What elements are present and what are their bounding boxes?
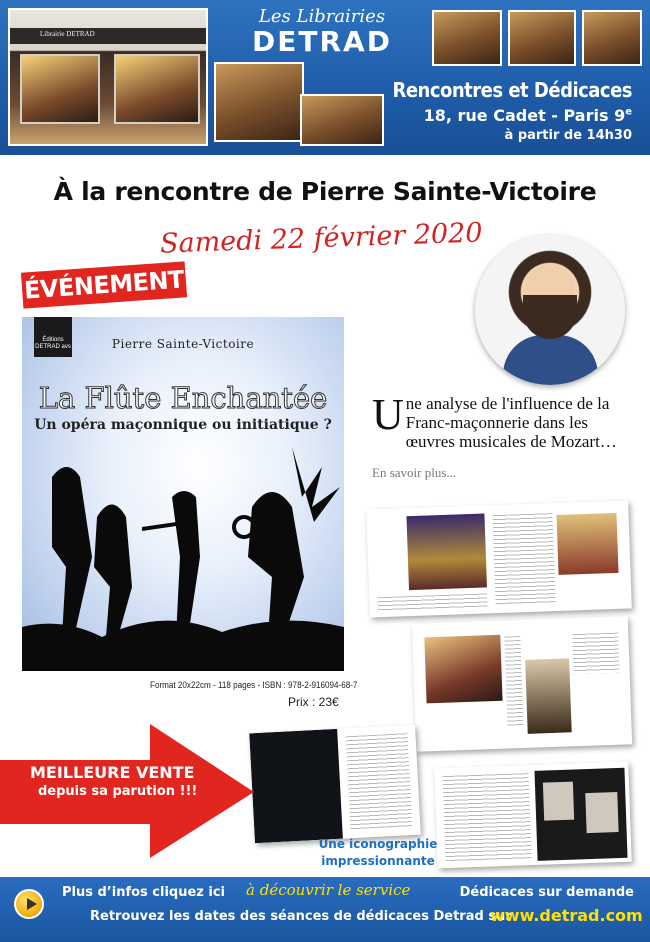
book-spread-2: [412, 616, 632, 751]
bestseller-subtitle: depuis sa parution !!!: [38, 784, 198, 799]
event-type: Rencontres et Dédicaces: [392, 78, 632, 102]
footer-banner: [0, 877, 650, 942]
silhouette-illustration: [22, 437, 344, 671]
brand-line1: Les Librairies: [258, 6, 386, 27]
event-date: Samedi 22 février 2020: [159, 217, 484, 260]
author-photo: [475, 235, 625, 385]
book-meta: Format 20x22cm - 118 pages - ISBN : 978-2-916094-68-7: [150, 680, 358, 690]
event-time: à partir de 14h30: [504, 128, 632, 143]
more-link[interactable]: En savoir plus...: [372, 465, 457, 480]
address-suffix: e: [625, 106, 632, 118]
dates-text: Retrouvez les dates des séances de dédicaces Detrad sur: [90, 909, 512, 924]
book-spread-1: [366, 500, 632, 617]
book-author: Pierre Sainte-Victoire: [111, 337, 255, 351]
brand-line2: DETRAD: [252, 25, 392, 58]
discover-service: à découvrir le service: [246, 881, 411, 899]
book-spread-3: [249, 725, 421, 844]
storefront-sign: Librairie DETRAD: [40, 30, 95, 38]
store-photo: [432, 10, 502, 66]
bookstore-photo: [8, 8, 208, 146]
website-link[interactable]: www.detrad.com: [490, 906, 643, 925]
address-text: 18, rue Cadet - Paris 9: [423, 106, 626, 125]
book-spread-4: [434, 762, 631, 869]
event-address: [424, 106, 632, 125]
play-icon[interactable]: [14, 889, 44, 919]
main-content: [0, 155, 650, 877]
book-price: Prix : 23€: [288, 695, 339, 709]
page-title: À la rencontre de Pierre Sainte-Victoire: [53, 177, 597, 206]
store-photo: [582, 10, 642, 66]
iconography-caption: Une iconographie impressionnante: [318, 837, 438, 868]
publisher-logo: Éditions DETRAD avs: [34, 317, 72, 357]
more-info-link[interactable]: Plus d’infos cliquez ici: [62, 885, 226, 900]
store-photo: [300, 94, 384, 146]
bestseller-title: MEILLEURE VENTE: [30, 763, 195, 782]
book-cover[interactable]: [22, 317, 344, 671]
book-subtitle: Un opéra maçonnique ou initiatique ?: [34, 417, 332, 433]
dedicace-on-demand: Dédicaces sur demande: [459, 885, 634, 900]
description-text: ne analyse de l'influence de la Franc-maçonnerie dans les œuvres musicales de Mozart…: [405, 394, 617, 451]
brand-logo: [212, 6, 432, 58]
book-title: La Flûte Enchantée: [38, 381, 328, 415]
store-photo: [214, 62, 304, 142]
header-banner: [0, 0, 650, 155]
book-description: [372, 390, 632, 451]
description-dropcap: U: [372, 390, 404, 439]
store-photo: [508, 10, 576, 66]
event-badge: ÉVÉNEMENT: [21, 261, 187, 308]
